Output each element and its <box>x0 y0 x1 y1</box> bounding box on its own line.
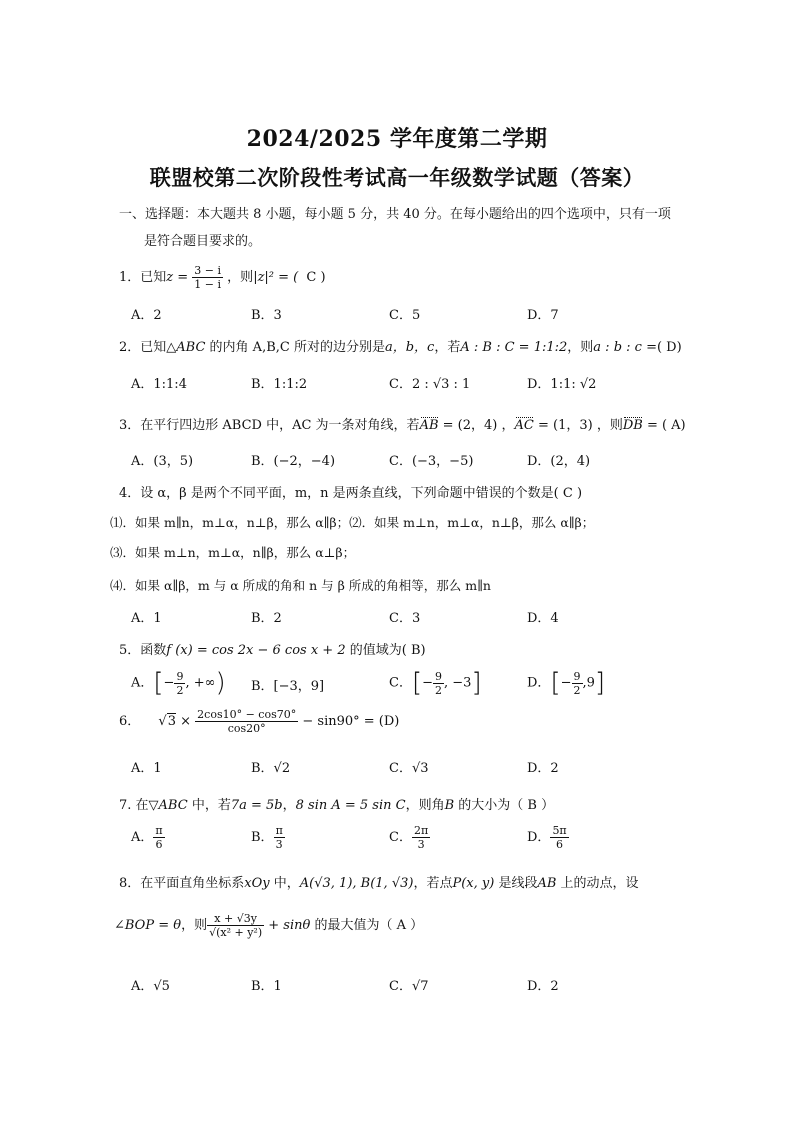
q5-function: f (x) = cos 2x − 6 cos x + 2 <box>166 643 346 658</box>
q6-den: cos20° <box>227 722 266 735</box>
question-1 <box>119 264 326 291</box>
q5-option-a-frac: $\frac{9}{2}$ <box>176 669 184 697</box>
q5-option-d-frac: $\frac{9}{2}$ <box>573 669 581 697</box>
q6-option-c: C．√3 <box>389 761 429 776</box>
q5-option-c-label: C． <box>389 675 412 691</box>
exam-year-title: 2024/2025 学年度第二学期 <box>246 126 548 152</box>
q1-option-a: A．2 <box>131 308 162 323</box>
q1-suffix: ) <box>316 270 326 285</box>
q6-times: × <box>176 714 196 729</box>
q2-answer: ( D) <box>656 340 682 355</box>
q1-expr: |z|² = ( <box>253 270 303 285</box>
q2-text2: 的内角 A,B,C 所对的边分别是 <box>205 340 385 355</box>
q8-point-p: P(x, y) <box>452 876 495 891</box>
section-instruction-cont: 是符合题目要求的。 <box>144 234 262 249</box>
q4-option-a: A．1 <box>131 611 162 626</box>
question-3 <box>119 414 686 433</box>
q2-ratio2: a : b : c = <box>593 340 657 355</box>
q7-triangle: ▽ABC <box>148 798 188 813</box>
q7-cond2: 8 sin A = 5 sin C <box>295 798 406 813</box>
q5-option-d-label: D． <box>527 675 551 691</box>
question-5 <box>119 639 426 658</box>
q6-sqrt: 3 <box>167 714 176 729</box>
q3-v1-value: = (2，4) ， <box>438 418 515 433</box>
q6-option-a: A．1 <box>131 761 162 776</box>
q2-triangle: △ABC <box>166 340 206 355</box>
q2-option-b: B．1:1:2 <box>251 377 308 392</box>
question-8-cont: ∠BOP = θ，则 $\frac{x + √3y}{\text{√(x² + y²)}}$ + sinθ 的最大值为（ A ） <box>114 912 424 939</box>
q5-option-c: C．[− $\frac{9}{2}$ , −3] <box>389 668 482 698</box>
q6-num: 2cos10° − cos70° <box>197 708 297 721</box>
q7-text1: 7. 在 <box>119 798 149 813</box>
q6-option-d: D．2 <box>527 761 559 776</box>
q5-answer: ( B) <box>401 643 426 658</box>
q3-answer: = ( A) <box>642 418 686 433</box>
q1-option-d: D．7 <box>527 308 559 323</box>
q2-text4: ，则 <box>567 340 594 355</box>
q7-option-d: D． $\frac{5\pi}{6}$ <box>527 824 567 851</box>
q8-option-d: D．2 <box>527 979 559 994</box>
q7-text2: 中，若 <box>187 798 231 813</box>
q2-sides: a，b，c <box>384 340 435 355</box>
q6-rest: − sin90° = <box>298 714 375 729</box>
q8-angle: ∠BOP = θ <box>114 918 182 933</box>
q7-option-b: B． $\frac{\pi}{3}$ <box>251 824 283 851</box>
question-2 <box>119 336 682 355</box>
q1-option-b: B．3 <box>251 308 282 323</box>
q5-option-a: A．[− $\frac{9}{2}$ , +∞) <box>131 668 226 698</box>
q8-points: A(√3, 1), B(1, √3) <box>299 876 414 891</box>
q1-option-c: C．5 <box>389 308 421 323</box>
q4-proposition-1-2: ⑴．如果 m∥n，m⊥α，n⊥β，那么 α∥β；⑵．如果 m⊥n，m⊥α，n⊥β，那么 α∥β； <box>110 515 595 530</box>
q8-xoy: xOy <box>244 876 270 891</box>
q8-segment-ab: AB <box>537 876 557 891</box>
q1-answer: C <box>306 270 317 285</box>
q3-option-d: D．(2，4) <box>527 454 591 469</box>
q8-num: x + √3y <box>207 912 264 926</box>
q3-option-a: A．(3，5) <box>131 454 194 469</box>
q5-option-d: D．[− $\frac{9}{2}$ ,9] <box>527 668 606 698</box>
q4-proposition-3: ⑶．如果 m⊥n，m⊥α，n∥β，那么 α⊥β； <box>110 545 356 560</box>
q2-option-d: D．1:1: √2 <box>527 377 597 392</box>
q6-fraction <box>195 708 298 735</box>
q2-text1: 2．已知 <box>119 340 167 355</box>
question-8: 8．在平面直角坐标系xOy 中，A(√3, 1), B(1, √3)，若点P(x, y) 是线段AB 上的动点，设 <box>119 876 639 891</box>
q7-option-c: C． $\frac{2\pi}{3}$ <box>389 824 429 851</box>
q7-text5: 的大小为（ B ） <box>454 798 555 813</box>
q3-vector-db: DB <box>622 418 643 433</box>
q5-option-b: B．[−3，9] <box>251 679 325 694</box>
q5-text1: 5．函数 <box>119 643 167 658</box>
q7-angle: B <box>444 798 455 813</box>
q1-den: 1 − i <box>194 278 222 291</box>
q5-text2: 的值域为 <box>345 643 402 658</box>
q5-option-c-frac: $\frac{9}{2}$ <box>435 669 443 697</box>
q2-ratio: A : B : C = 1:1:2 <box>460 340 568 355</box>
q2-option-c: C．2 : √3 : 1 <box>389 377 471 392</box>
q1-fraction <box>192 264 223 291</box>
q8-option-c: C．√7 <box>389 979 429 994</box>
question-7 <box>119 794 554 813</box>
exam-title: 联盟校第二次阶段性考试高一年级数学试题（答案） <box>149 165 645 190</box>
q3-option-c: C．(−3，−5) <box>389 454 474 469</box>
section-instruction: 一、选择题：本大题共 8 小题，每小题 5 分，共 40 分。在每小题给出的四个选项中，只有一项 <box>119 207 671 222</box>
q1-prefix: 1．已知 <box>119 270 167 285</box>
q4-option-c: C．3 <box>389 611 421 626</box>
q1-z: z = <box>166 270 189 285</box>
q4-proposition-4: ⑷．如果 α∥β，m 与 α 所成的角和 n 与 β 所成的角相等，那么 m∥n <box>110 578 491 593</box>
question-4: 4．设 α，β 是两个不同平面，m，n 是两条直线，下列命题中错误的个数是( C ) <box>119 486 583 501</box>
q7-text4: ，则角 <box>405 798 445 813</box>
q3-option-b: B．(−2，−4) <box>251 454 336 469</box>
q7-text3: ， <box>282 798 296 813</box>
q3-vector-ab: AB <box>419 418 439 433</box>
q3-v2-value: = (1，3) ，则 <box>533 418 623 433</box>
q5-option-a-label: A． <box>131 675 154 691</box>
q8-option-a: A．√5 <box>131 979 170 994</box>
q1-mid: ，则 <box>227 270 254 285</box>
q4-option-b: B．2 <box>251 611 282 626</box>
q6-label: 6． <box>119 714 141 729</box>
q7-option-a: A． $\frac{\pi}{6}$ <box>131 824 163 851</box>
q2-option-a: A．1:1:4 <box>131 377 187 392</box>
q8-fraction <box>207 912 264 939</box>
q4-option-d: D．4 <box>527 611 559 626</box>
question-6: 6． √3 × $\frac{2\cos 10^\circ - \cos 70^\circ}{\cos 20^\circ}$ − sin90° = (D) <box>119 708 400 735</box>
q3-text1: 3．在平行四边形 ABCD 中，AC 为一条对角线，若 <box>119 418 420 433</box>
q1-num: 3 − i <box>194 264 222 277</box>
q6-option-b: B．√2 <box>251 761 291 776</box>
q8-option-b: B．1 <box>251 979 282 994</box>
q2-text3: ，若 <box>434 340 461 355</box>
q6-answer: (D) <box>374 714 400 729</box>
q3-vector-ac: AC <box>514 418 534 433</box>
q7-cond1: 7a = 5b <box>230 798 283 813</box>
q8-den: √(x² + y²) <box>209 926 263 939</box>
